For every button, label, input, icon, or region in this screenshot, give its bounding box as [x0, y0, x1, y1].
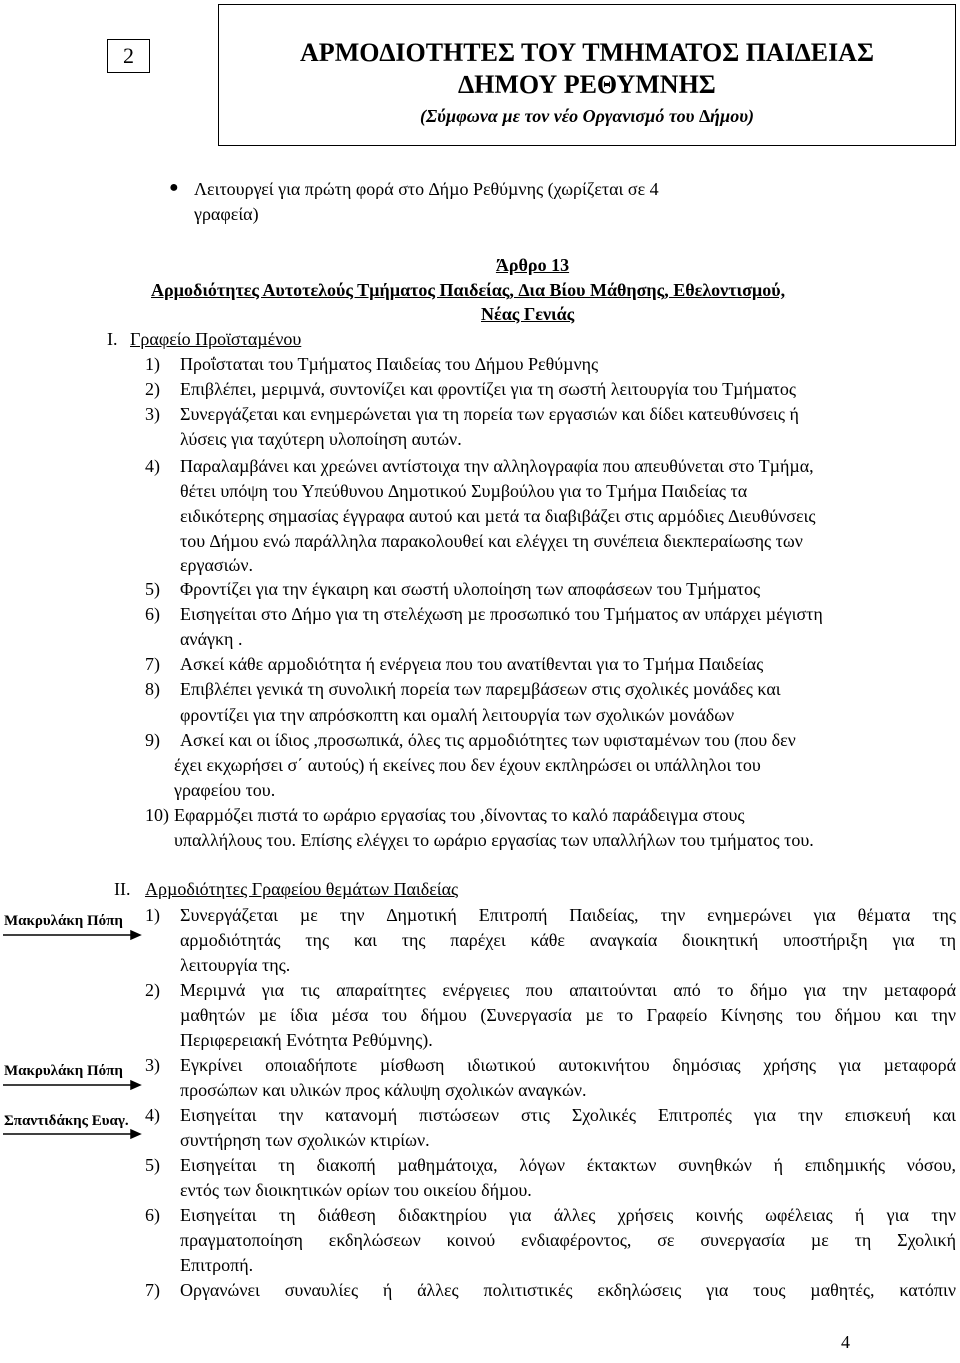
- side-note-assignee: Σπαντιδάκης Ευαγ.: [4, 1113, 129, 1129]
- s1-item-text: υπαλλήλους του. Επίσης ελέγχει το ωράριο εργασίας των υπαλλήλων του τµήµατος του.: [174, 830, 814, 850]
- s2-item-num: 4): [145, 1105, 160, 1125]
- s2-item-text: Συνεργάζεται µε την ∆ηµοτική Επιτροπή Παιδείας, την ενηµερώνει για θέµατα της: [180, 905, 956, 925]
- side-note-assignee: Μακρυλάκη Πόπη: [4, 913, 123, 929]
- s1-item-text: Ασκεί και οι ίδιος ,προσωπικά, όλες τις αρµοδιότητες των υφισταµένων του (που δεν: [180, 730, 796, 750]
- s2-item-num: 5): [145, 1155, 160, 1175]
- s1-item-text: του ∆ήµου ενώ παράλληλα παρακολουθεί και ελέγχει τη συνέπεια διεκπεραίωσης των: [180, 531, 803, 551]
- side-note-assignee: Μακρυλάκη Πόπη: [4, 1063, 123, 1079]
- s1-item-text: ειδικότερης σηµασίας έγγραφα αυτού και µετά τα διαβιβάζει στις αρµόδιες ∆ιευθύνσεις: [180, 506, 816, 526]
- s1-item-text: Παραλαµβάνει και χρεώνει αντίστοιχα την αλληλογραφία που απευθύνεται στο Τµήµα,: [180, 456, 814, 476]
- s1-item-text: θέτει υπόψη του Υπεύθυνου ∆ηµοτικού Συµβούλου για το Τµήµα Παιδείας τα: [180, 481, 748, 501]
- s2-item-num: 6): [145, 1205, 160, 1225]
- s2-item-text: µαθητών µε ίδια µέσα του δήµου (Συνεργασία µε το Γραφείο Κίνησης του δήµου και την: [180, 1005, 956, 1025]
- s1-item-num: 6): [145, 604, 160, 624]
- s1-item-text: εργασιών.: [180, 555, 253, 575]
- s1-item-text: Συνεργάζεται και ενηµερώνεται για τη πορεία των εργασιών και δίδει κατευθύνσεις ή: [180, 404, 799, 424]
- s1-item-text: έχει εκχωρήσει σ΄ αυτούς) ή εκείνες που δεν έχουν εκπληρώσει οι υπάλληλοι του: [174, 755, 761, 775]
- s1-item-text: Επιβλέπει, µεριµνά, συντονίζει και φροντίζει για τη σωστή λειτουργία του Τµήµατος: [180, 379, 797, 399]
- s1-item-num: 7): [145, 654, 160, 674]
- s1-item-num: 5): [145, 579, 160, 599]
- s2-item-text: αρµοδιότητάς της και της παρέχει κάθε αναγκαία διοικητική υποστήριξη για τη: [180, 930, 956, 950]
- s2-item-text: Εισηγείται την κατανοµή πιστώσεων στις Σχολικές Επιτροπές για την επισκευή και: [180, 1105, 956, 1125]
- s2-item-text: Οργανώνει συναυλίες ή άλλες πολιτιστικές εκδηλώσεις για τους µαθητές, κατόπιν: [180, 1280, 956, 1300]
- page-title-line1: ΑΡΜΟ∆ΙΟΤΗΤΕΣ ΤΟΥ ΤΜΗΜΑΤΟΣ ΠΑΙ∆ΕΙΑΣ: [300, 38, 874, 67]
- s1-item-text: Επιβλέπει γενικά τη συνολική πορεία των παρεµβάσεων στις σχολικές µονάδες και: [180, 679, 781, 699]
- s1-item-text: Εφαρµόζει πιστά το ωράριο εργασίας του ,δίνοντας το καλό παράδειγµα στους: [174, 805, 745, 825]
- section2-numeral: ΙΙ.: [114, 879, 131, 899]
- page-subtitle: (Σύµφωνα µε τον νέο Οργανισµό του ∆ήµου): [419, 106, 755, 126]
- intro-line1: Λειτουργεί για πρώτη φορά στο ∆ήµο Ρεθύµνης (χωρίζεται σε 4: [194, 179, 659, 199]
- arrow-right-icon: [3, 1130, 140, 1138]
- section1-numeral: Ι.: [107, 329, 118, 349]
- s1-item-num: 4): [145, 456, 160, 476]
- s2-item-text: Περιφερειακή Ενότητα Ρεθύµνης).: [180, 1030, 433, 1050]
- s2-item-num: 3): [145, 1055, 160, 1075]
- s1-item-num: 3): [145, 404, 160, 424]
- footer-page-number: 4: [841, 1332, 850, 1352]
- page-title-line2: ∆ΗΜΟΥ ΡΕΘΥΜΝΗΣ: [458, 70, 716, 99]
- arrow-right-icon: [3, 1081, 140, 1089]
- s2-item-text: Μεριµνά για τις απαραίτητες ενέργειες που απαιτούνται από το δήµο για την µεταφορά: [180, 980, 956, 1000]
- article-title-line2: Νέας Γενιάς: [481, 304, 575, 324]
- article-title-line1: Αρµοδιότητες Αυτοτελούς Τµήµατος Παιδείας, ∆ια Βίου Μάθησης, Εθελοντισµού,: [151, 280, 786, 300]
- s2-item-text: Εισηγείται τη διακοπή µαθηµάτοιχα, λόγων έκτακτων συνηθκών ή επιδηµικής νόσου,: [180, 1155, 956, 1175]
- s1-item-text: Προΐσταται του Τµήµατος Παιδείας του ∆ήµου Ρεθύµνης: [180, 354, 599, 374]
- s1-item-text: Εισηγείται στο ∆ήµο για τη στελέχωση µε προσωπικό του Τµήµατος αν υπάρχει µέγιστη: [180, 604, 823, 624]
- s2-item-text: Εισηγείται τη διάθεση διδακτηρίου για άλλες χρήσεις κοινής ωφέλειας ή για την: [180, 1205, 956, 1225]
- intro-line2: γραφεία): [194, 204, 259, 224]
- section1-heading: Γραφείο Προϊσταµένου: [130, 329, 302, 349]
- section-number-box: 2: [107, 39, 150, 73]
- section2-heading: Αρµοδιότητες Γραφείου θεµάτων Παιδείας: [145, 879, 459, 899]
- s1-item-text: ανάγκη .: [180, 629, 243, 649]
- s2-item-text: εντός των διοικητικών ορίων του οικείου δήµου.: [180, 1180, 532, 1200]
- s2-item-text: Επιτροπή.: [180, 1255, 254, 1275]
- s1-item-text: φροντίζει για την απρόσκοπτη και οµαλή λειτουργία των σχολικών µονάδων: [180, 705, 735, 725]
- s1-item-num: 10): [145, 805, 169, 825]
- s1-item-num: 8): [145, 679, 160, 699]
- s2-item-text: Εγκρίνει οποιαδήποτε µίσθωση ιδιωτικού αυτοκινήτου δηµόσιας χρήσης για µεταφορά: [180, 1055, 956, 1075]
- s2-item-num: 1): [145, 905, 160, 925]
- bullet-icon: ●: [169, 179, 179, 196]
- s1-item-num: 2): [145, 379, 160, 399]
- arrow-right-icon: [3, 931, 140, 939]
- s1-item-num: 1): [145, 354, 160, 374]
- article-number: Άρθρο 13: [495, 255, 570, 275]
- s1-item-text: Ασκεί κάθε αρµοδιότητα ή ενέργεια που του ανατίθενται για το Τµήµα Παιδείας: [180, 654, 764, 674]
- s2-item-num: 7): [145, 1280, 160, 1300]
- s2-item-text: προσώπων και υλικών προς κάλυψη σχολικών αναγκών.: [180, 1080, 587, 1100]
- s1-item-text: λύσεις για ταχύτερη υλοποίηση αυτών.: [180, 429, 462, 449]
- s1-item-num: 9): [145, 730, 160, 750]
- s2-item-num: 2): [145, 980, 160, 1000]
- s2-item-text: πραγµατοποίηση εκδηλώσεων κοινού ενδιαφέροντος, σε συνεργασία µε τη Σχολική: [180, 1230, 956, 1250]
- s1-item-text: Φροντίζει για την έγκαιρη και σωστή υλοποίηση των αποφάσεων του Τµήµατος: [180, 579, 761, 599]
- s2-item-text: λειτουργία της.: [180, 955, 291, 975]
- s2-item-text: συντήρηση των σχολικών κτιρίων.: [180, 1130, 430, 1150]
- s1-item-text: γραφείου του.: [174, 780, 276, 800]
